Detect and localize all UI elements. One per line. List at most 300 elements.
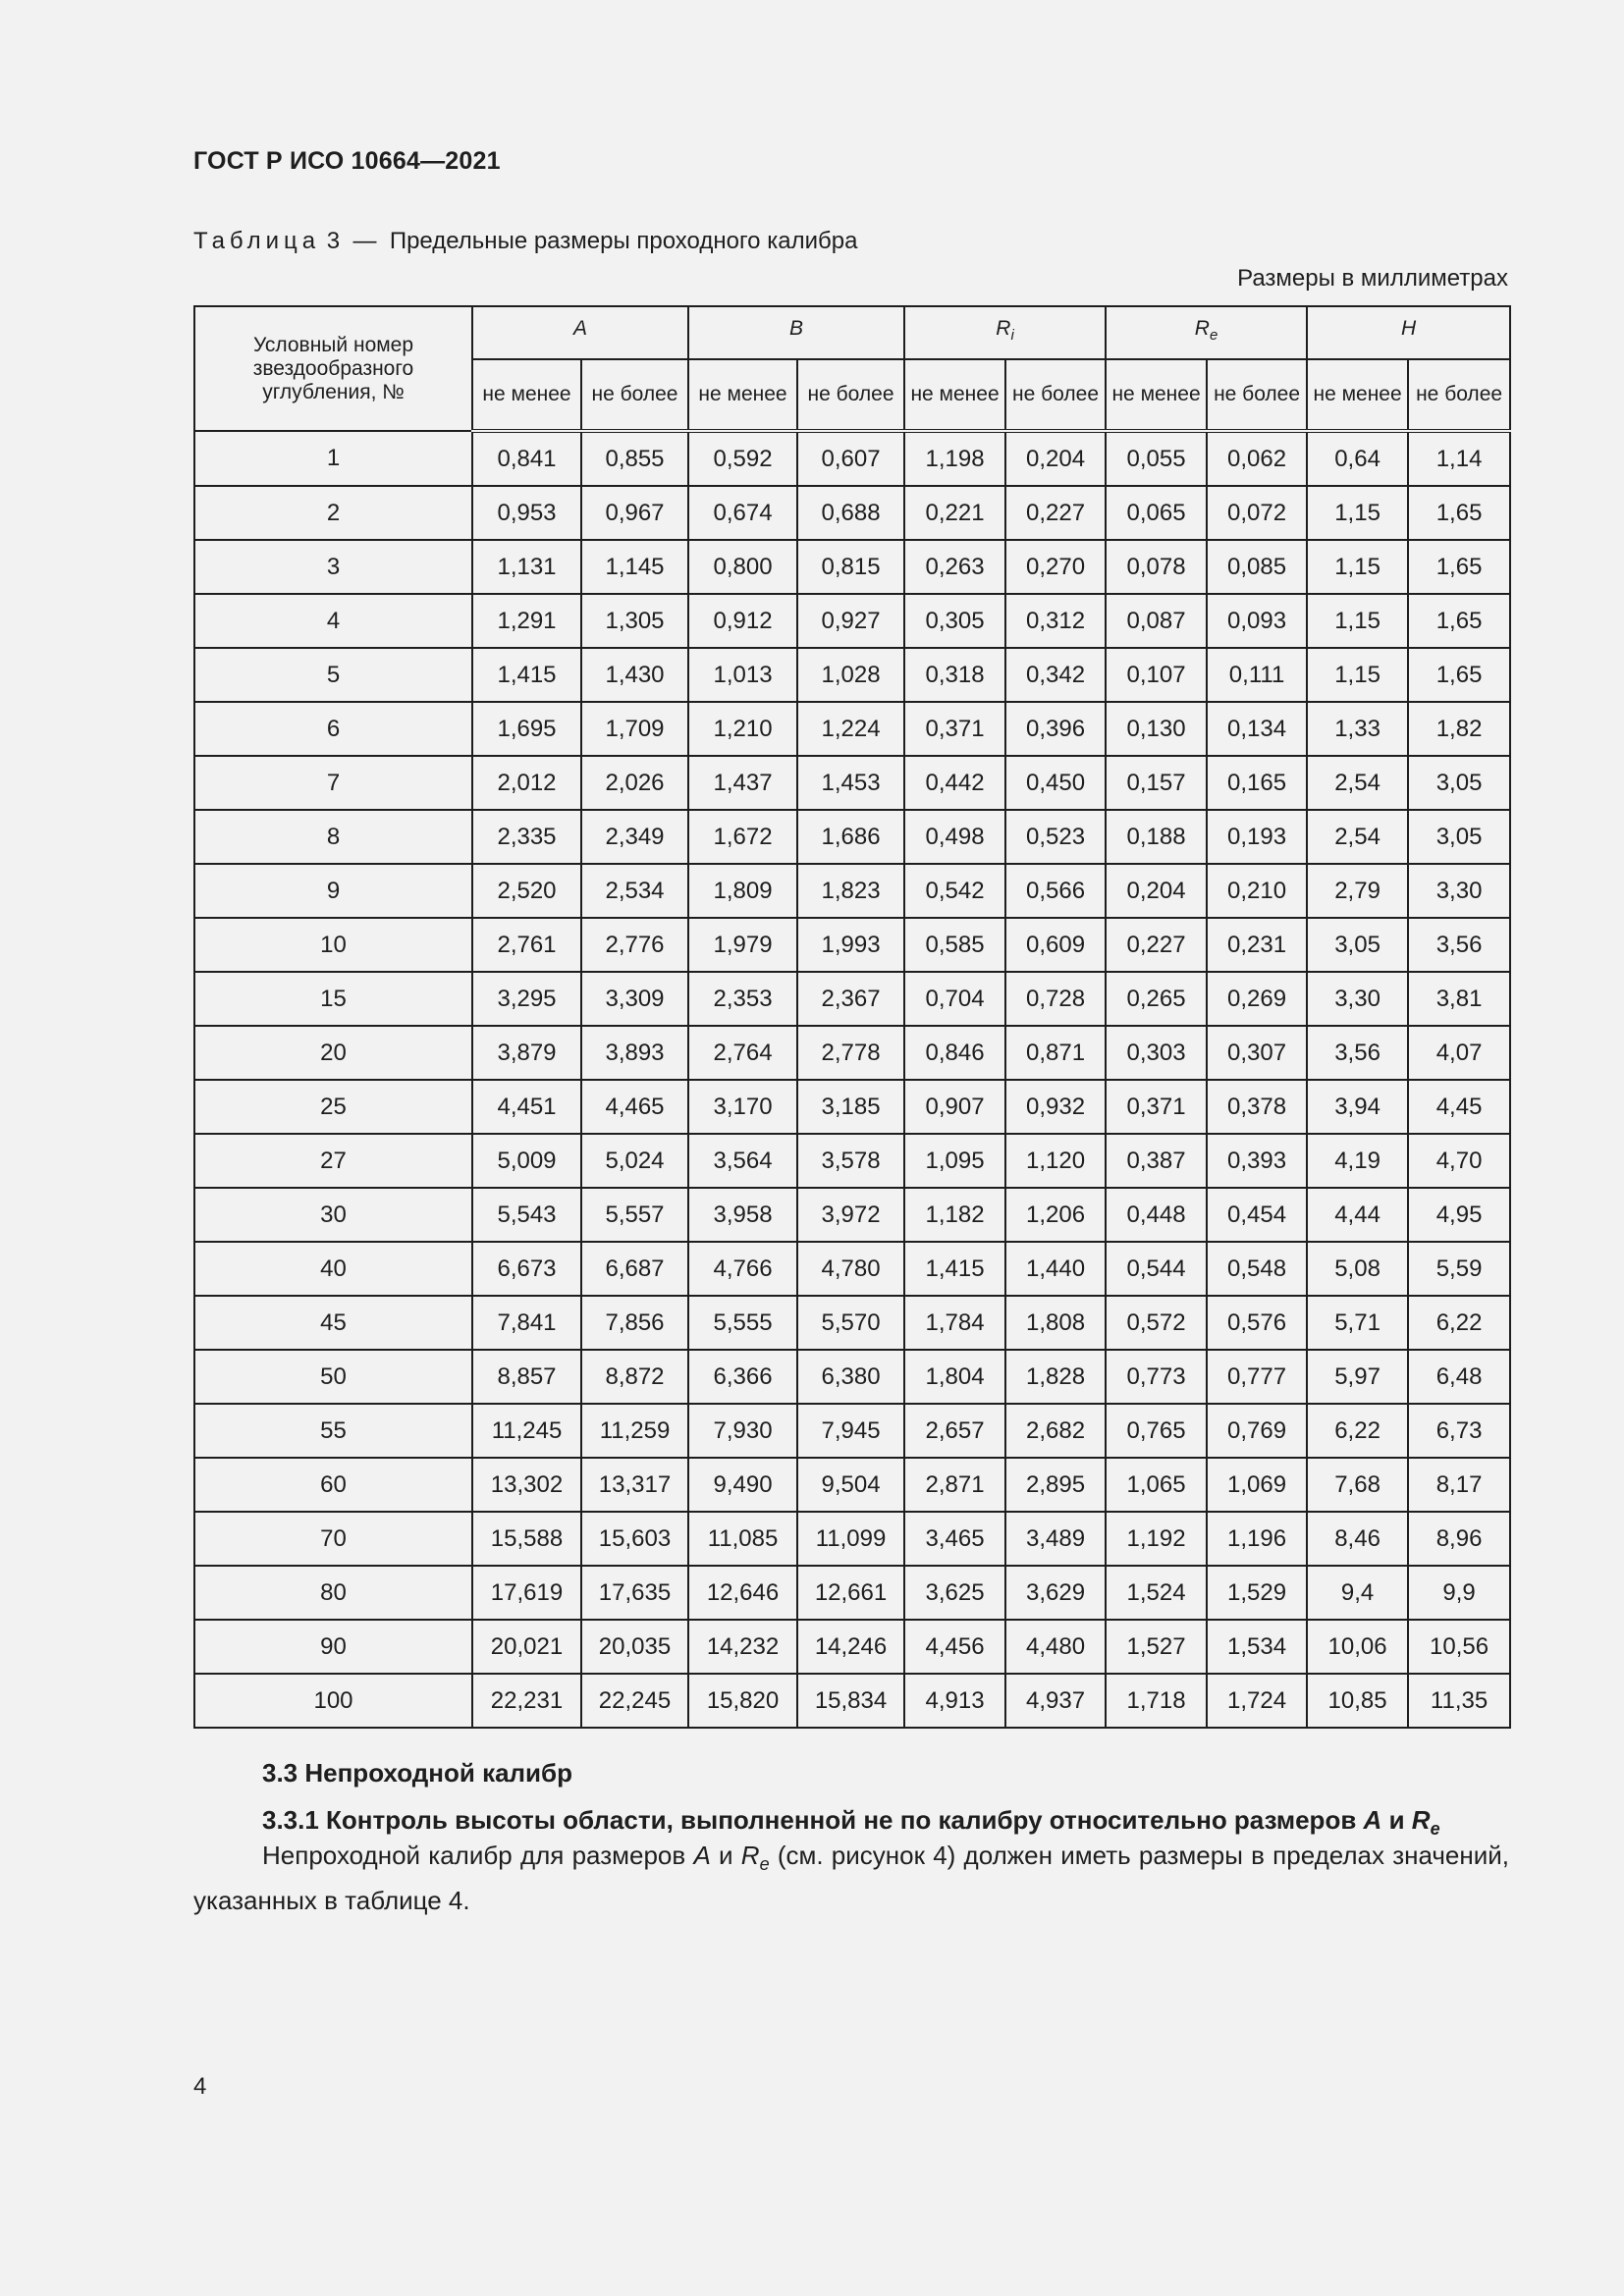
- table-cell: 4,07: [1408, 1026, 1510, 1080]
- table-cell: 0,188: [1106, 810, 1207, 864]
- table-cell: 0,263: [904, 540, 1005, 594]
- table-cell: 4,451: [472, 1080, 581, 1134]
- row-number-cell: 6: [194, 702, 472, 756]
- table-cell: 5,570: [797, 1296, 904, 1350]
- table-row: [194, 810, 1510, 864]
- row-number-cell: 2: [194, 486, 472, 540]
- group-header-ri: $R_i$: [904, 306, 1106, 359]
- row-header-cell: Условный номер звездообразного углубления, №: [194, 306, 472, 431]
- table-cell: 0,312: [1005, 594, 1106, 648]
- table-cell: 4,480: [1005, 1620, 1106, 1674]
- sub-header-min: не менее: [472, 359, 581, 431]
- table-cell: 0,396: [1005, 702, 1106, 756]
- table-cell: 6,48: [1408, 1350, 1510, 1404]
- table-cell: 9,504: [797, 1458, 904, 1512]
- table-cell: 5,009: [472, 1134, 581, 1188]
- table-cell: 6,673: [472, 1242, 581, 1296]
- table-cell: 0,303: [1106, 1026, 1207, 1080]
- table-cell: 10,06: [1307, 1620, 1408, 1674]
- row-number-cell: 45: [194, 1296, 472, 1350]
- table-row: [194, 864, 1510, 918]
- table-row: [194, 702, 1510, 756]
- table-cell: 1,095: [904, 1134, 1005, 1188]
- table-cell: 0,269: [1207, 972, 1307, 1026]
- table-cell: 0,544: [1106, 1242, 1207, 1296]
- table-cell: 3,94: [1307, 1080, 1408, 1134]
- table-cell: 1,695: [472, 702, 581, 756]
- table-cell: 0,270: [1005, 540, 1106, 594]
- table-cell: 2,895: [1005, 1458, 1106, 1512]
- table-cell: 1,808: [1005, 1296, 1106, 1350]
- table-cell: 2,026: [581, 756, 688, 810]
- table-cell: 0,065: [1106, 486, 1207, 540]
- table-row: [194, 1512, 1510, 1566]
- table-cell: 0,907: [904, 1080, 1005, 1134]
- table-cell: 3,309: [581, 972, 688, 1026]
- table-cell: 6,687: [581, 1242, 688, 1296]
- table-cell: 13,317: [581, 1458, 688, 1512]
- table-cell: 0,378: [1207, 1080, 1307, 1134]
- table-cell: 0,498: [904, 810, 1005, 864]
- sub-header-min: не менее: [688, 359, 797, 431]
- table-caption: [193, 228, 857, 255]
- table-cell: 6,73: [1408, 1404, 1510, 1458]
- table-cell: 1,15: [1307, 648, 1408, 702]
- table-cell: 3,489: [1005, 1512, 1106, 1566]
- table-cell: 17,635: [581, 1566, 688, 1620]
- table-cell: 13,302: [472, 1458, 581, 1512]
- table-cell: 0,062: [1207, 431, 1307, 486]
- row-number-cell: 40: [194, 1242, 472, 1296]
- table-cell: 17,619: [472, 1566, 581, 1620]
- table-cell: 0,085: [1207, 540, 1307, 594]
- table-row: [194, 1620, 1510, 1674]
- table-cell: 6,22: [1307, 1404, 1408, 1458]
- table-row: [194, 486, 1510, 540]
- table-cell: 5,08: [1307, 1242, 1408, 1296]
- table-cell: 0,055: [1106, 431, 1207, 486]
- row-number-cell: 25: [194, 1080, 472, 1134]
- row-number-cell: 20: [194, 1026, 472, 1080]
- table-row: [194, 1080, 1510, 1134]
- table-cell: 1,65: [1408, 540, 1510, 594]
- table-cell: 1,198: [904, 431, 1005, 486]
- table-cell: 1,440: [1005, 1242, 1106, 1296]
- table-cell: 6,380: [797, 1350, 904, 1404]
- table-cell: 0,800: [688, 540, 797, 594]
- table-cell: 15,603: [581, 1512, 688, 1566]
- table-cell: 0,953: [472, 486, 581, 540]
- table-cell: 5,59: [1408, 1242, 1510, 1296]
- table-cell: 4,456: [904, 1620, 1005, 1674]
- table-row: [194, 1566, 1510, 1620]
- table-cell: 0,704: [904, 972, 1005, 1026]
- table-cell: 14,246: [797, 1620, 904, 1674]
- table-cell: 1,33: [1307, 702, 1408, 756]
- table-cell: 6,366: [688, 1350, 797, 1404]
- table-row: [194, 1026, 1510, 1080]
- table-cell: 5,557: [581, 1188, 688, 1242]
- table-cell: 2,871: [904, 1458, 1005, 1512]
- table-cell: 1,291: [472, 594, 581, 648]
- table-row: [194, 1350, 1510, 1404]
- table-cell: 10,85: [1307, 1674, 1408, 1728]
- table-cell: 3,30: [1307, 972, 1408, 1026]
- table-cell: 4,766: [688, 1242, 797, 1296]
- table-cell: 1,993: [797, 918, 904, 972]
- table-cell: 1,028: [797, 648, 904, 702]
- table-row: [194, 1134, 1510, 1188]
- table-cell: 0,134: [1207, 702, 1307, 756]
- table-row: [194, 1458, 1510, 1512]
- table-cell: 0,592: [688, 431, 797, 486]
- table-cell: 0,773: [1106, 1350, 1207, 1404]
- table-cell: 1,709: [581, 702, 688, 756]
- table-cell: 1,15: [1307, 540, 1408, 594]
- row-number-cell: 30: [194, 1188, 472, 1242]
- group-header-re: $R_e$: [1106, 306, 1307, 359]
- table-row: [194, 594, 1510, 648]
- table-cell: 1,65: [1408, 648, 1510, 702]
- table-cell: 1,724: [1207, 1674, 1307, 1728]
- table-cell: 0,111: [1207, 648, 1307, 702]
- table-cell: 0,305: [904, 594, 1005, 648]
- table-cell: 1,15: [1307, 486, 1408, 540]
- table-cell: 0,107: [1106, 648, 1207, 702]
- group-header-a: A: [472, 306, 688, 359]
- table-cell: 1,809: [688, 864, 797, 918]
- table-cell: 0,072: [1207, 486, 1307, 540]
- row-number-cell: 9: [194, 864, 472, 918]
- table-cell: 3,81: [1408, 972, 1510, 1026]
- table-row: [194, 972, 1510, 1026]
- table-cell: 0,967: [581, 486, 688, 540]
- table-cell: 0,231: [1207, 918, 1307, 972]
- row-number-cell: 7: [194, 756, 472, 810]
- row-number-cell: 5: [194, 648, 472, 702]
- table-cell: 0,932: [1005, 1080, 1106, 1134]
- table-row: [194, 1242, 1510, 1296]
- table-cell: 9,4: [1307, 1566, 1408, 1620]
- body-paragraph: Непроходной калибр для размеров A и $R_e$ (см. рисунок 4) должен иметь размеры в пределах значений, указанных в таблице 4.: [193, 1841, 1510, 1916]
- table-cell: 0,566: [1005, 864, 1106, 918]
- table-cell: 4,45: [1408, 1080, 1510, 1134]
- table-cell: 2,778: [797, 1026, 904, 1080]
- table-cell: 2,335: [472, 810, 581, 864]
- table-cell: 0,130: [1106, 702, 1207, 756]
- table-cell: 1,437: [688, 756, 797, 810]
- table-cell: 3,185: [797, 1080, 904, 1134]
- table-cell: 0,765: [1106, 1404, 1207, 1458]
- table-cell: 1,15: [1307, 594, 1408, 648]
- table-cell: 15,834: [797, 1674, 904, 1728]
- units-note: Размеры в миллиметрах: [1237, 265, 1508, 292]
- table-cell: 2,54: [1307, 756, 1408, 810]
- table-cell: 0,387: [1106, 1134, 1207, 1188]
- table-cell: 3,564: [688, 1134, 797, 1188]
- table-cell: 1,784: [904, 1296, 1005, 1350]
- table-cell: 1,131: [472, 540, 581, 594]
- sub-header-max: не более: [797, 359, 904, 431]
- table-cell: 7,841: [472, 1296, 581, 1350]
- table-cell: 1,013: [688, 648, 797, 702]
- table-cell: 4,913: [904, 1674, 1005, 1728]
- table-cell: 6,22: [1408, 1296, 1510, 1350]
- table-cell: 3,629: [1005, 1566, 1106, 1620]
- table-cell: 0,912: [688, 594, 797, 648]
- table-cell: 3,05: [1408, 756, 1510, 810]
- table-cell: 11,099: [797, 1512, 904, 1566]
- table-cell: 8,17: [1408, 1458, 1510, 1512]
- table-cell: 0,548: [1207, 1242, 1307, 1296]
- table-cell: 3,958: [688, 1188, 797, 1242]
- table-cell: 5,543: [472, 1188, 581, 1242]
- table-cell: 12,661: [797, 1566, 904, 1620]
- table-cell: 2,657: [904, 1404, 1005, 1458]
- table-cell: 3,578: [797, 1134, 904, 1188]
- row-number-cell: 90: [194, 1620, 472, 1674]
- section-heading-3-3: 3.3 Непроходной калибр: [262, 1758, 572, 1788]
- table-cell: 0,542: [904, 864, 1005, 918]
- table-cell: 0,585: [904, 918, 1005, 972]
- table-cell: 2,764: [688, 1026, 797, 1080]
- table-cell: 3,170: [688, 1080, 797, 1134]
- group-header-b: B: [688, 306, 904, 359]
- table-cell: 1,527: [1106, 1620, 1207, 1674]
- table-row: [194, 540, 1510, 594]
- table-cell: 4,780: [797, 1242, 904, 1296]
- page-number: 4: [193, 2073, 207, 2100]
- sub-header-max: не более: [1005, 359, 1106, 431]
- table-cell: 1,14: [1408, 431, 1510, 486]
- table-cell: 1,120: [1005, 1134, 1106, 1188]
- table-cell: 1,529: [1207, 1566, 1307, 1620]
- table-cell: 15,588: [472, 1512, 581, 1566]
- table-cell: 0,393: [1207, 1134, 1307, 1188]
- table-cell: 11,35: [1408, 1674, 1510, 1728]
- table-row: [194, 918, 1510, 972]
- row-number-cell: 70: [194, 1512, 472, 1566]
- table-cell: 0,64: [1307, 431, 1408, 486]
- table-cell: 0,769: [1207, 1404, 1307, 1458]
- table-cell: 1,453: [797, 756, 904, 810]
- table-cell: 0,846: [904, 1026, 1005, 1080]
- table-cell: 1,828: [1005, 1350, 1106, 1404]
- table-row: [194, 431, 1510, 486]
- table-cell: 2,79: [1307, 864, 1408, 918]
- sub-header-min: не менее: [904, 359, 1005, 431]
- table-cell: 0,674: [688, 486, 797, 540]
- table-cell: 3,465: [904, 1512, 1005, 1566]
- table-cell: 0,523: [1005, 810, 1106, 864]
- table-cell: 0,450: [1005, 756, 1106, 810]
- table-cell: 3,625: [904, 1566, 1005, 1620]
- table-cell: 0,841: [472, 431, 581, 486]
- row-number-cell: 1: [194, 431, 472, 486]
- table-cell: 2,761: [472, 918, 581, 972]
- table-cell: 0,078: [1106, 540, 1207, 594]
- limit-dimensions-table: [193, 305, 1511, 1729]
- group-header-h: H: [1307, 306, 1510, 359]
- table-cell: 7,945: [797, 1404, 904, 1458]
- table-cell: 22,245: [581, 1674, 688, 1728]
- table-cell: 3,05: [1408, 810, 1510, 864]
- table-cell: 3,56: [1408, 918, 1510, 972]
- table-cell: 0,210: [1207, 864, 1307, 918]
- table-cell: 3,56: [1307, 1026, 1408, 1080]
- table-cell: 1,196: [1207, 1512, 1307, 1566]
- table-cell: 11,259: [581, 1404, 688, 1458]
- table-cell: 1,686: [797, 810, 904, 864]
- table-cell: 0,165: [1207, 756, 1307, 810]
- table-cell: 2,534: [581, 864, 688, 918]
- caption-label: Таблица: [193, 228, 321, 254]
- table-cell: 1,65: [1408, 486, 1510, 540]
- table-cell: 1,182: [904, 1188, 1005, 1242]
- table-cell: 1,718: [1106, 1674, 1207, 1728]
- table-cell: 9,9: [1408, 1566, 1510, 1620]
- table-cell: 1,145: [581, 540, 688, 594]
- row-number-cell: 80: [194, 1566, 472, 1620]
- table-cell: 3,30: [1408, 864, 1510, 918]
- table-cell: 7,930: [688, 1404, 797, 1458]
- table-cell: 3,879: [472, 1026, 581, 1080]
- table-row: [194, 1296, 1510, 1350]
- table-cell: 4,44: [1307, 1188, 1408, 1242]
- table-cell: 4,70: [1408, 1134, 1510, 1188]
- table-cell: 0,342: [1005, 648, 1106, 702]
- row-number-cell: 8: [194, 810, 472, 864]
- sub-header-min: не менее: [1307, 359, 1408, 431]
- table-cell: 4,95: [1408, 1188, 1510, 1242]
- sub-header-max: не более: [1408, 359, 1510, 431]
- table-cell: 0,688: [797, 486, 904, 540]
- table-cell: 1,804: [904, 1350, 1005, 1404]
- row-number-cell: 50: [194, 1350, 472, 1404]
- table-row: [194, 1674, 1510, 1728]
- table-cell: 1,823: [797, 864, 904, 918]
- table-cell: 2,682: [1005, 1404, 1106, 1458]
- table-cell: 7,68: [1307, 1458, 1408, 1512]
- table-cell: 1,430: [581, 648, 688, 702]
- table-cell: 0,777: [1207, 1350, 1307, 1404]
- table-cell: 1,415: [472, 648, 581, 702]
- section-heading-3-3-1: 3.3.1 Контроль высоты области, выполненной не по калибру относительно размеров A и $R_e$: [262, 1805, 1440, 1840]
- table-cell: 5,71: [1307, 1296, 1408, 1350]
- table-cell: 2,349: [581, 810, 688, 864]
- table-row: [194, 1404, 1510, 1458]
- table-cell: 2,012: [472, 756, 581, 810]
- sub-header-max: не более: [581, 359, 688, 431]
- table-body: [194, 431, 1510, 1728]
- table-cell: 1,210: [688, 702, 797, 756]
- table-cell: 1,065: [1106, 1458, 1207, 1512]
- table-cell: 0,087: [1106, 594, 1207, 648]
- row-number-cell: 4: [194, 594, 472, 648]
- table-cell: 5,024: [581, 1134, 688, 1188]
- table-cell: 0,576: [1207, 1296, 1307, 1350]
- table-cell: 5,555: [688, 1296, 797, 1350]
- table-cell: 9,490: [688, 1458, 797, 1512]
- table-cell: 0,371: [904, 702, 1005, 756]
- table-cell: 1,534: [1207, 1620, 1307, 1674]
- table-cell: 8,96: [1408, 1512, 1510, 1566]
- caption-title: Предельные размеры проходного калибра: [389, 228, 858, 254]
- row-number-cell: 60: [194, 1458, 472, 1512]
- table-cell: 0,448: [1106, 1188, 1207, 1242]
- table-cell: 0,871: [1005, 1026, 1106, 1080]
- table-cell: 1,192: [1106, 1512, 1207, 1566]
- table-cell: 22,231: [472, 1674, 581, 1728]
- table-row: [194, 756, 1510, 810]
- table-cell: 8,857: [472, 1350, 581, 1404]
- table-cell: 0,193: [1207, 810, 1307, 864]
- table-cell: 3,893: [581, 1026, 688, 1080]
- table-cell: 1,206: [1005, 1188, 1106, 1242]
- table-cell: 0,607: [797, 431, 904, 486]
- table-cell: 1,305: [581, 594, 688, 648]
- table-cell: 7,856: [581, 1296, 688, 1350]
- table-cell: 4,937: [1005, 1674, 1106, 1728]
- table-cell: 0,572: [1106, 1296, 1207, 1350]
- table-cell: 4,465: [581, 1080, 688, 1134]
- sub-header-max: не более: [1207, 359, 1307, 431]
- table-cell: 0,204: [1106, 864, 1207, 918]
- table-cell: 1,224: [797, 702, 904, 756]
- table-cell: 5,97: [1307, 1350, 1408, 1404]
- row-number-cell: 3: [194, 540, 472, 594]
- table-cell: 0,442: [904, 756, 1005, 810]
- table-cell: 0,454: [1207, 1188, 1307, 1242]
- table-cell: 10,56: [1408, 1620, 1510, 1674]
- table-cell: 0,307: [1207, 1026, 1307, 1080]
- table-cell: 0,204: [1005, 431, 1106, 486]
- table-cell: 1,65: [1408, 594, 1510, 648]
- table-row: [194, 648, 1510, 702]
- table-cell: 2,776: [581, 918, 688, 972]
- table-cell: 8,872: [581, 1350, 688, 1404]
- sub-header-min: не менее: [1106, 359, 1207, 431]
- table-cell: 2,353: [688, 972, 797, 1026]
- table-cell: 2,367: [797, 972, 904, 1026]
- table-cell: 12,646: [688, 1566, 797, 1620]
- table-cell: 14,232: [688, 1620, 797, 1674]
- table-cell: 3,295: [472, 972, 581, 1026]
- table-cell: 15,820: [688, 1674, 797, 1728]
- table-cell: 0,855: [581, 431, 688, 486]
- row-number-cell: 10: [194, 918, 472, 972]
- table-cell: 0,728: [1005, 972, 1106, 1026]
- table-cell: 1,069: [1207, 1458, 1307, 1512]
- table-cell: 0,157: [1106, 756, 1207, 810]
- table-cell: 1,672: [688, 810, 797, 864]
- document-header: ГОСТ Р ИСО 10664—2021: [193, 147, 501, 175]
- table-cell: 0,227: [1005, 486, 1106, 540]
- table-cell: 0,265: [1106, 972, 1207, 1026]
- table-cell: 0,318: [904, 648, 1005, 702]
- table-cell: 1,524: [1106, 1566, 1207, 1620]
- table-cell: 11,245: [472, 1404, 581, 1458]
- table-cell: 11,085: [688, 1512, 797, 1566]
- row-number-cell: 27: [194, 1134, 472, 1188]
- table-cell: 2,520: [472, 864, 581, 918]
- table-cell: 20,021: [472, 1620, 581, 1674]
- table-cell: 1,415: [904, 1242, 1005, 1296]
- row-number-cell: 15: [194, 972, 472, 1026]
- table-cell: 0,371: [1106, 1080, 1207, 1134]
- row-number-cell: 100: [194, 1674, 472, 1728]
- table-cell: 0,221: [904, 486, 1005, 540]
